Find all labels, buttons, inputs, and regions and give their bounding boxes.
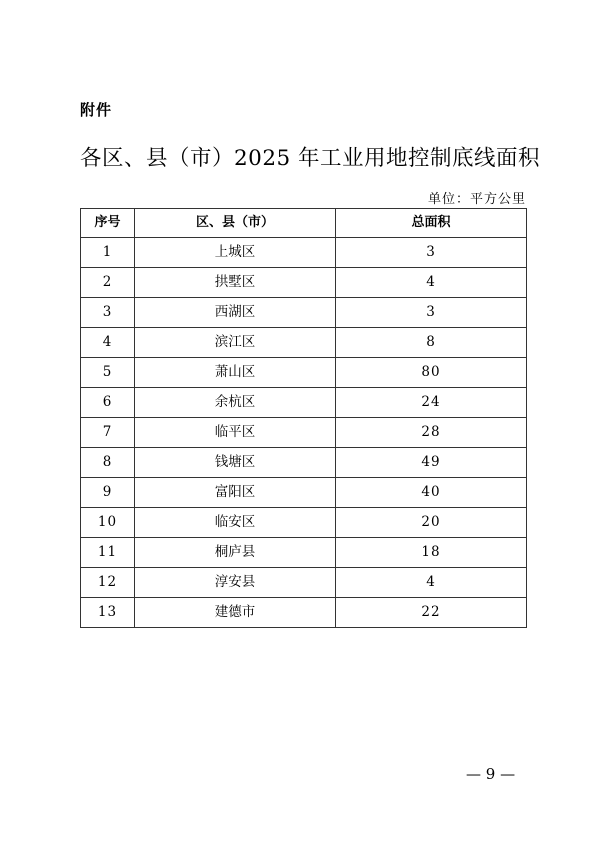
cell-total-area: 24	[336, 388, 527, 418]
table-row	[81, 478, 527, 508]
table-header-row	[81, 209, 527, 238]
cell-district-name: 西湖区	[135, 298, 336, 328]
cell-district-name: 上城区	[135, 238, 336, 268]
table-row	[81, 388, 527, 418]
table-row	[81, 328, 527, 358]
cell-total-area: 4	[336, 268, 527, 298]
cell-serial-no: 13	[81, 598, 135, 628]
cell-serial-no: 4	[81, 328, 135, 358]
table-row	[81, 358, 527, 388]
cell-district-name: 富阳区	[135, 478, 336, 508]
cell-district-name: 建德市	[135, 598, 336, 628]
cell-total-area: 3	[336, 238, 527, 268]
table-row	[81, 598, 527, 628]
cell-serial-no: 9	[81, 478, 135, 508]
page-number: — 9 —	[466, 765, 516, 783]
cell-serial-no: 11	[81, 538, 135, 568]
document-title: 各区、县（市）2025 年工业用地控制底线面积	[80, 146, 541, 171]
cell-district-name: 萧山区	[135, 358, 336, 388]
column-header-total-area: 总面积	[336, 209, 527, 238]
cell-serial-no: 6	[81, 388, 135, 418]
cell-serial-no: 8	[81, 448, 135, 478]
industrial-land-area-table	[80, 208, 527, 628]
cell-total-area: 49	[336, 448, 527, 478]
cell-total-area: 4	[336, 568, 527, 598]
cell-serial-no: 12	[81, 568, 135, 598]
cell-serial-no: 1	[81, 238, 135, 268]
cell-serial-no: 2	[81, 268, 135, 298]
cell-district-name: 钱塘区	[135, 448, 336, 478]
unit-note: 单位：平方公里	[427, 192, 526, 207]
table-row	[81, 448, 527, 478]
table-row	[81, 238, 527, 268]
table-body	[81, 238, 527, 628]
cell-district-name: 余杭区	[135, 388, 336, 418]
column-header-serial-no: 序号	[81, 209, 135, 238]
cell-district-name: 临安区	[135, 508, 336, 538]
table-row	[81, 508, 527, 538]
cell-total-area: 8	[336, 328, 527, 358]
cell-total-area: 18	[336, 538, 527, 568]
cell-district-name: 滨江区	[135, 328, 336, 358]
cell-total-area: 40	[336, 478, 527, 508]
table-row	[81, 538, 527, 568]
cell-total-area: 3	[336, 298, 527, 328]
table-row	[81, 568, 527, 598]
cell-district-name: 桐庐县	[135, 538, 336, 568]
attachment-label: 附件	[80, 101, 113, 119]
table-row	[81, 268, 527, 298]
cell-total-area: 28	[336, 418, 527, 448]
cell-serial-no: 5	[81, 358, 135, 388]
table-row	[81, 298, 527, 328]
cell-total-area: 20	[336, 508, 527, 538]
cell-serial-no: 10	[81, 508, 135, 538]
cell-serial-no: 7	[81, 418, 135, 448]
cell-total-area: 22	[336, 598, 527, 628]
table-row	[81, 418, 527, 448]
cell-total-area: 80	[336, 358, 527, 388]
cell-serial-no: 3	[81, 298, 135, 328]
cell-district-name: 临平区	[135, 418, 336, 448]
cell-district-name: 拱墅区	[135, 268, 336, 298]
column-header-district: 区、县（市）	[135, 209, 336, 238]
cell-district-name: 淳安县	[135, 568, 336, 598]
